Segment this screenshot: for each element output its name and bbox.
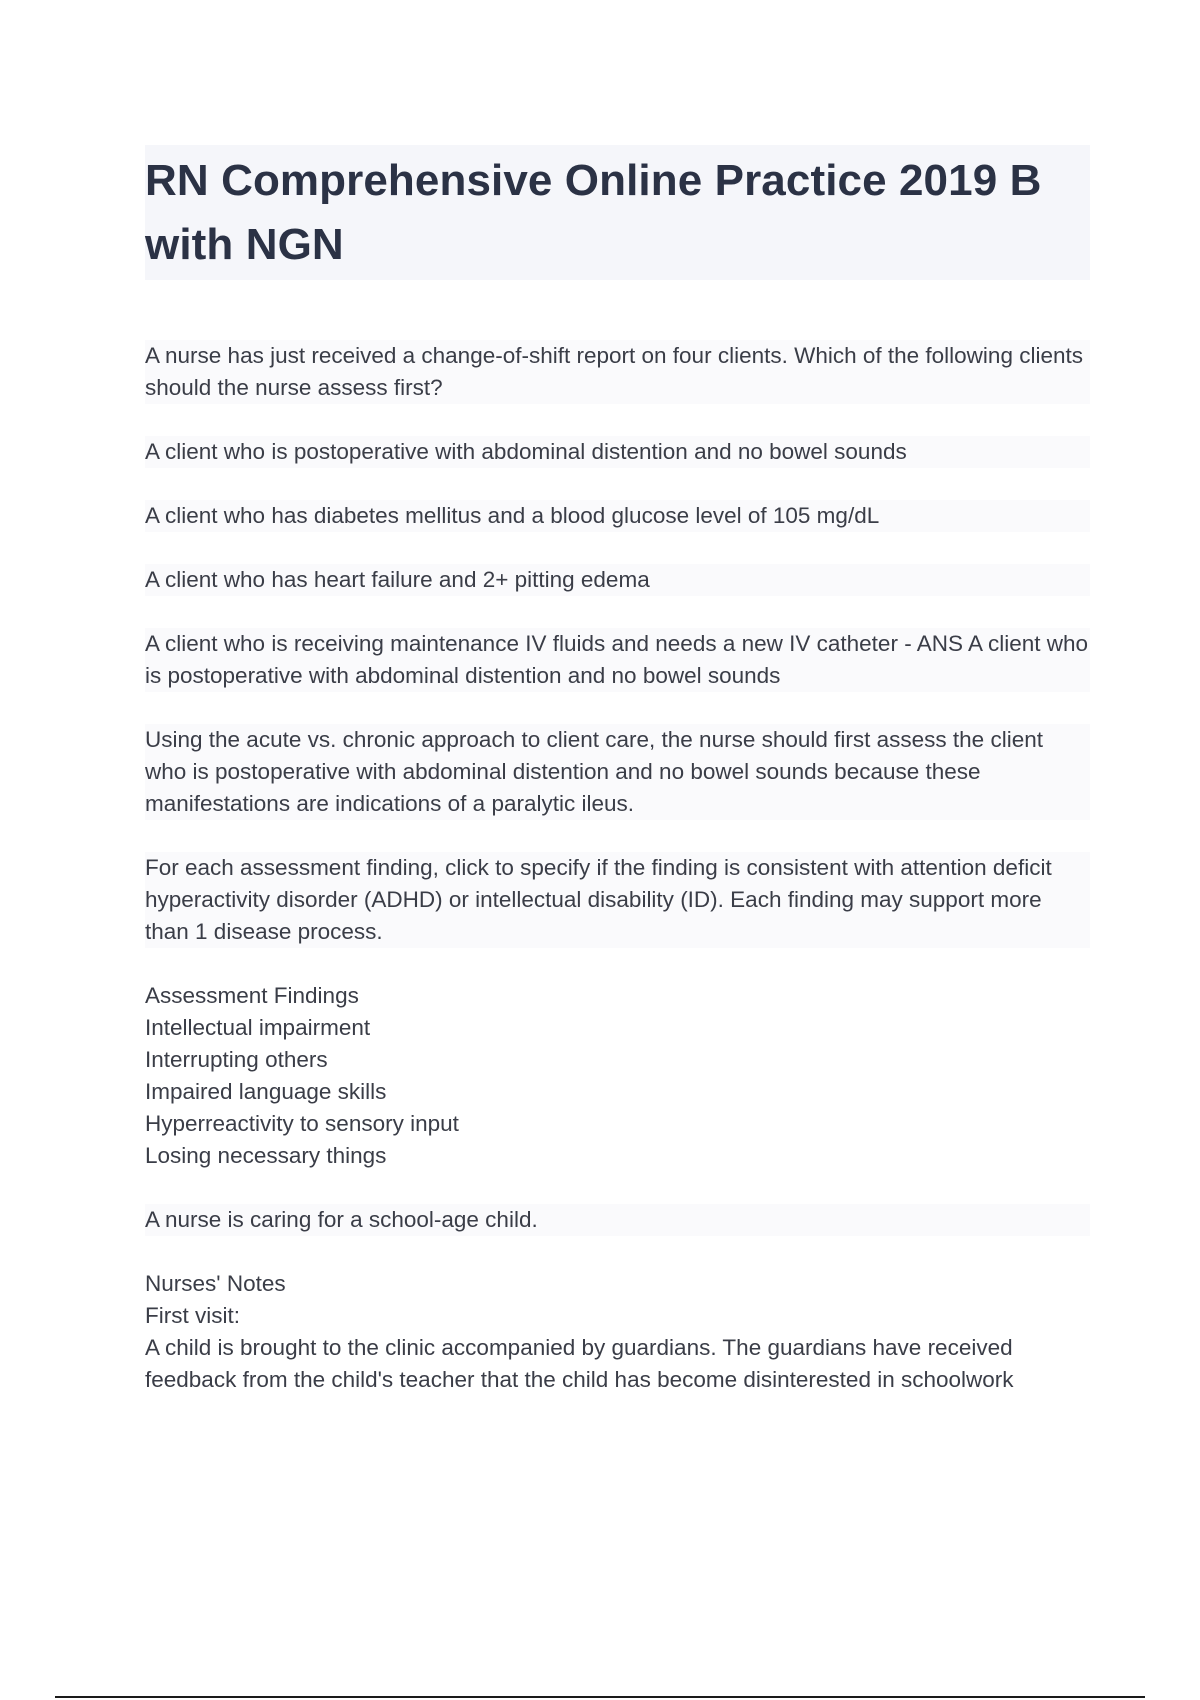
nurses-notes — [145, 1268, 1090, 1396]
finding-item: Impaired language skills — [145, 1079, 387, 1104]
title-block — [145, 145, 1090, 280]
assessment-findings-heading: Assessment Findings — [145, 983, 359, 1008]
finding-item: Intellectual impairment — [145, 1015, 371, 1040]
nurses-notes-heading: Nurses' Notes — [145, 1271, 286, 1296]
answer-option-2: A client who has diabetes mellitus and a blood glucose level of 105 mg/dL — [145, 500, 1090, 532]
finding-item: Hyperreactivity to sensory input — [145, 1111, 459, 1136]
case-intro: A nurse is caring for a school-age child. — [145, 1204, 1090, 1236]
nurses-notes-text: A child is brought to the clinic accompanied by guardians. The guardians have received feedback from the child's teacher that the child has become disinterested in schoolwork — [145, 1335, 1014, 1392]
document-body — [145, 340, 1090, 1428]
answer-option-1: A client who is postoperative with abdominal distention and no bowel sounds — [145, 436, 1090, 468]
question-stem: A nurse has just received a change-of-shift report on four clients. Which of the following clients should the nurse assess first? — [145, 340, 1090, 404]
footer-divider — [55, 1696, 1145, 1698]
ngn-question-stem: For each assessment finding, click to specify if the finding is consistent with attention deficit hyperactivity disorder (ADHD) or intellectual disability (ID). Each finding may support more than 1 disease process. — [145, 852, 1090, 948]
answer-option-3: A client who has heart failure and 2+ pitting edema — [145, 564, 1090, 596]
document-title: RN Comprehensive Online Practice 2019 B with NGN — [145, 156, 1042, 269]
visit-label: First visit: — [145, 1303, 240, 1328]
finding-item: Losing necessary things — [145, 1143, 387, 1168]
rationale-paragraph: Using the acute vs. chronic approach to client care, the nurse should first assess the client who is postoperative with abdominal distention and no bowel sounds because these manifestations are indications of a paralytic ileus. — [145, 724, 1090, 820]
assessment-findings-list — [145, 980, 1090, 1172]
answer-option-4-with-answer: A client who is receiving maintenance IV fluids and needs a new IV catheter - ANS A client who is postoperative with abdominal distention and no bowel sounds — [145, 628, 1090, 692]
finding-item: Interrupting others — [145, 1047, 328, 1072]
